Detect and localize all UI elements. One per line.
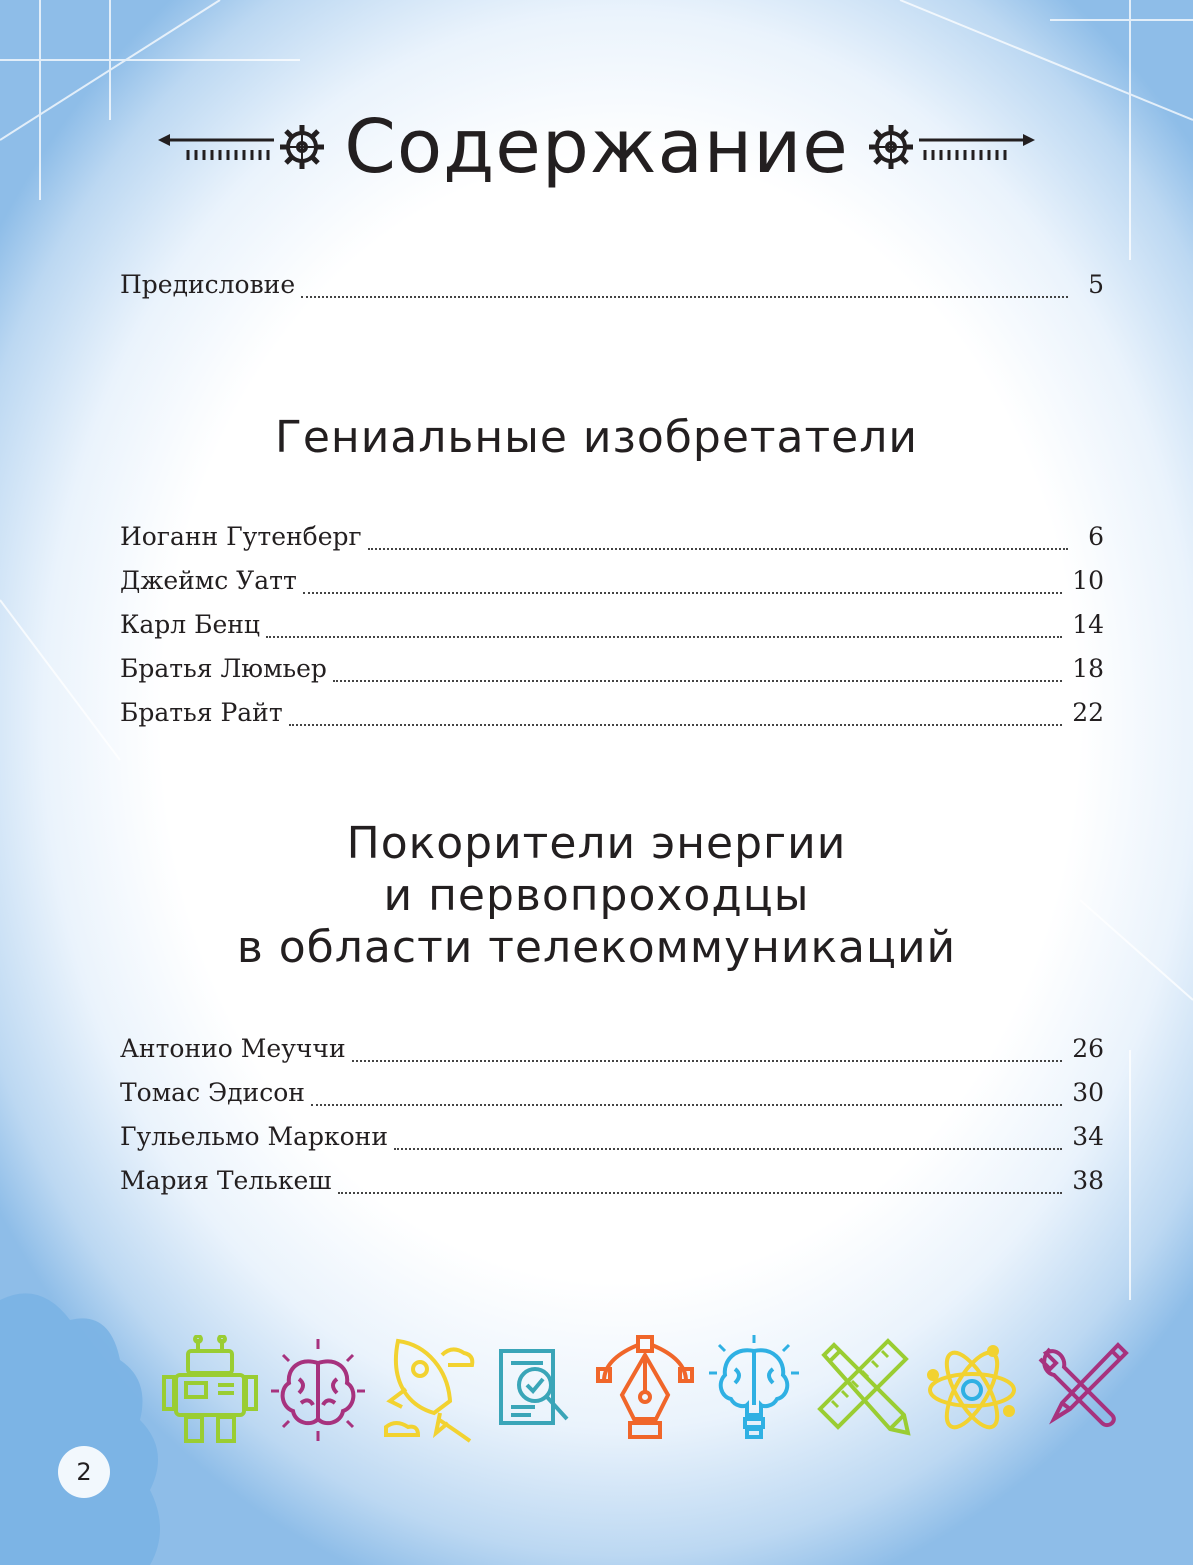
dot-leader	[266, 636, 1062, 638]
section-heading-line: Гениальные изобретатели	[275, 412, 918, 463]
toc-entry-label: Джеймс Уатт	[120, 566, 297, 595]
right-arrow-icon	[915, 132, 1035, 162]
toc-entry-page: 18	[1072, 654, 1104, 683]
toc-entry-label: Антонио Меуччи	[120, 1034, 346, 1063]
page-title-bar	[0, 92, 1193, 202]
robot-icon	[160, 1335, 258, 1445]
decorative-icons-row	[160, 1330, 1130, 1450]
toc-section-1	[120, 522, 1104, 742]
section-heading-line: и первопроходцы	[383, 870, 810, 921]
toc-entry[interactable]	[120, 698, 1104, 742]
dot-leader	[352, 1060, 1063, 1062]
toc-entry[interactable]	[120, 270, 1104, 314]
toc-entry-page: 5	[1088, 270, 1104, 299]
dot-leader	[333, 680, 1062, 682]
dot-leader	[311, 1104, 1062, 1106]
page-number: 2	[76, 1458, 92, 1486]
gear-icon	[278, 123, 326, 171]
section-heading-line: в области телекоммуникаций	[236, 922, 957, 973]
dot-leader	[394, 1148, 1062, 1150]
atom-icon	[923, 1335, 1021, 1445]
lightbulb-brain-icon	[705, 1335, 803, 1445]
brain-icon	[269, 1335, 367, 1445]
section-heading	[0, 412, 1193, 464]
toc-entry[interactable]	[120, 566, 1104, 610]
dot-leader	[303, 592, 1062, 594]
toc-entry-page: 26	[1072, 1034, 1104, 1063]
toc-entry[interactable]	[120, 654, 1104, 698]
toc-entry[interactable]	[120, 610, 1104, 654]
toc-entry-page: 30	[1072, 1078, 1104, 1107]
toc-entry-label: Гульельмо Маркони	[120, 1122, 388, 1151]
right-title-ornament	[867, 123, 1035, 171]
toc-entry-page: 14	[1072, 610, 1104, 639]
toc-entry-page: 34	[1072, 1122, 1104, 1151]
toc-entry-label: Братья Райт	[120, 698, 283, 727]
pen-tool-icon	[596, 1335, 694, 1445]
dot-leader	[289, 724, 1063, 726]
toc-section-2	[120, 1034, 1104, 1210]
dot-leader	[301, 296, 1068, 298]
dot-leader	[368, 548, 1068, 550]
toc-entry-label: Томас Эдисон	[120, 1078, 305, 1107]
section-heading-line: Покорители энергии	[346, 818, 847, 869]
toc-entry-page: 10	[1072, 566, 1104, 595]
section-heading	[0, 818, 1193, 974]
dot-leader	[338, 1192, 1063, 1194]
toc-entry-page: 38	[1072, 1166, 1104, 1195]
toc-entry[interactable]	[120, 1122, 1104, 1166]
left-title-ornament	[158, 123, 326, 171]
rocket-icon	[378, 1335, 476, 1445]
toc-entry-label: Иоганн Гутенберг	[120, 522, 362, 551]
toc-entry-label: Братья Люмьер	[120, 654, 327, 683]
toc-entry[interactable]	[120, 1166, 1104, 1210]
toc-entry[interactable]	[120, 522, 1104, 566]
toc-preface	[120, 270, 1104, 314]
toc-entry[interactable]	[120, 1078, 1104, 1122]
toc-entry-label: Мария Телькеш	[120, 1166, 332, 1195]
toc-entry-label: Карл Бенц	[120, 610, 260, 639]
gear-icon	[867, 123, 915, 171]
toc-entry[interactable]	[120, 1034, 1104, 1078]
page-title: Содержание	[344, 104, 849, 190]
toc-entry-page: 6	[1088, 522, 1104, 551]
toc-entry-page: 22	[1072, 698, 1104, 727]
toc-entry-label: Предисловие	[120, 270, 296, 299]
left-arrow-icon	[158, 132, 278, 162]
tools-icon	[1032, 1335, 1130, 1445]
document-search-icon	[487, 1335, 585, 1445]
pencil-ruler-icon	[814, 1335, 912, 1445]
